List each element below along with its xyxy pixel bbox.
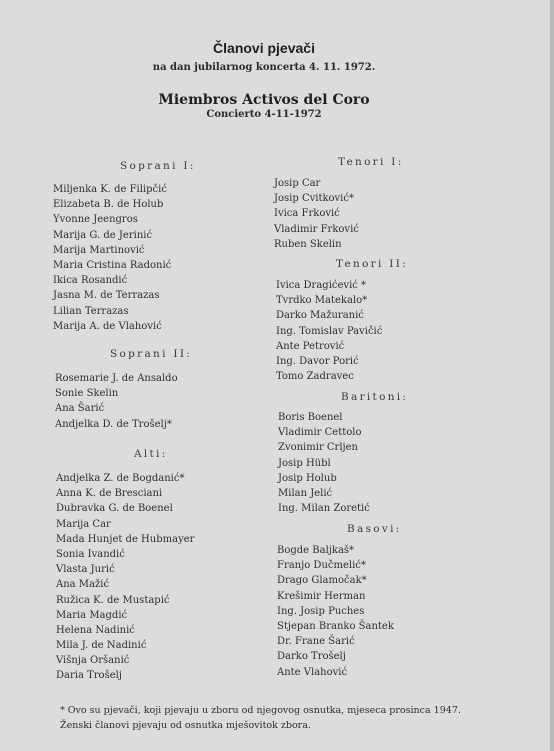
title-spanish: Miembros Activos del Coro (158, 92, 370, 108)
member-name: Sonie Skelin (55, 388, 119, 400)
member-name: Ing. Josip Puches (277, 605, 365, 617)
member-name: Ing. Davor Porić (276, 355, 359, 367)
member-name: Maria Magdić (56, 609, 128, 621)
title-croatian: Članovi pjevači (213, 40, 315, 56)
member-name: Tvrdko Matekalo* (276, 295, 368, 307)
member-name: Ing. Milan Zoretić (278, 503, 370, 515)
member-name: Elizabeta B. de Holub (53, 199, 164, 211)
tenori-2-list (276, 278, 382, 384)
alti-heading: Alti: (134, 448, 168, 460)
member-name: Tomo Zadravec (276, 371, 354, 383)
subtitle-spanish: Concierto 4-11-1972 (206, 109, 322, 120)
member-name: Franjo Dučmelić* (277, 560, 366, 572)
member-name: Ivica Frković (274, 208, 340, 220)
member-name: Marija G. de Jerinić (53, 229, 153, 241)
member-name: Anna K. de Bresciani (56, 488, 163, 500)
basovi-heading: Basovi: (347, 523, 402, 535)
page-fold-edge (550, 0, 554, 751)
member-name: Maria Cristina Radonić (53, 259, 172, 271)
member-name: Miljenka K. de Filipčić (53, 184, 167, 195)
subtitle-croatian: na dan jubilarnog koncerta 4. 11. 1972. (152, 62, 376, 73)
soprani-2-heading: Soprani II: (110, 348, 193, 360)
baritoni-heading: Baritoni: (341, 391, 409, 403)
member-name: Ana Šarić (55, 403, 105, 415)
member-name: Josip Car (274, 178, 321, 189)
member-name: Helena Nadinić (56, 624, 135, 636)
member-name: Ruben Skelin (274, 238, 342, 250)
member-name: Dr. Frane Šarić (277, 636, 355, 648)
member-name: Marija Martinović (53, 244, 145, 256)
member-name: Milan Jelić (278, 487, 333, 499)
basovi-list (277, 543, 394, 680)
member-name: Andjelka D. de Trošelj* (55, 418, 172, 430)
member-name: Boris Boenel (278, 412, 343, 423)
soprani-1-heading: Soprani I: (120, 160, 196, 172)
tenori-1-heading: Tenori I: (338, 156, 404, 168)
soprani-2-list (55, 371, 178, 432)
member-name: Ing. Tomislav Pavičić (276, 325, 383, 337)
member-name: Marija Car (56, 518, 111, 530)
member-name: Marija A. de Vlahović (53, 320, 162, 332)
member-name: Ana Mažić (56, 579, 110, 591)
member-name: Stjepan Branko Šantek (277, 620, 394, 632)
member-name: Josip Cvitković* (274, 193, 354, 205)
baritoni-list (278, 410, 370, 516)
member-name: Vlasta Jurić (56, 564, 115, 576)
member-name: Josip Hübl (278, 457, 331, 469)
member-name: Darko Trošelj (277, 651, 346, 663)
member-name: Darko Mažuranić (276, 310, 364, 322)
member-name: Andjelka Z. de Bogdanić* (56, 473, 185, 484)
member-name: Zvonimir Crljen (278, 442, 358, 454)
soprani-1-list (53, 182, 171, 334)
member-name: Josip Holub (278, 472, 337, 484)
member-name: Daria Trošelj (56, 670, 122, 682)
alti-list (56, 471, 194, 684)
member-name: Lilian Terrazas (53, 305, 129, 317)
member-name: Ante Vlahović (277, 666, 348, 678)
member-name: Ružica K. de Mustapić (56, 594, 170, 606)
member-name: Ikica Rosandić (53, 275, 128, 287)
member-name: Mada Hunjet de Hubmayer (56, 533, 195, 545)
member-name: Rosemarie J. de Ansaldo (55, 373, 178, 384)
member-name: Ante Petrović (276, 340, 345, 352)
member-name: Dubravka G. de Boenel (56, 503, 173, 515)
tenori-2-heading: Tenori II: (336, 258, 409, 270)
tenori-1-list (274, 176, 359, 252)
member-name: Krešimir Herman (277, 590, 366, 602)
member-name: Drago Glamočak* (277, 575, 367, 587)
member-name: Višnja Oršanić (56, 655, 130, 667)
member-name: Bogde Baljkaš* (277, 545, 355, 556)
member-name: Vladimir Frković (274, 223, 359, 235)
member-name: Vladimir Cettolo (278, 427, 362, 439)
member-name: Yvonne Jeengros (53, 214, 138, 226)
member-name: Sonia Ivandić (56, 548, 125, 560)
member-name: Ivica Dragićević * (276, 280, 367, 291)
footnote: * Ovo su pjevači, koji pjevaju u zboru od njegovog osnutka, mjeseca prosinca 1947. Ženski članovi pjevaju od osnutka mješovitok zbora. (60, 705, 461, 731)
member-name: Jasna M. de Terrazas (53, 290, 160, 302)
member-name: Mila J. de Nadinić (56, 640, 147, 652)
